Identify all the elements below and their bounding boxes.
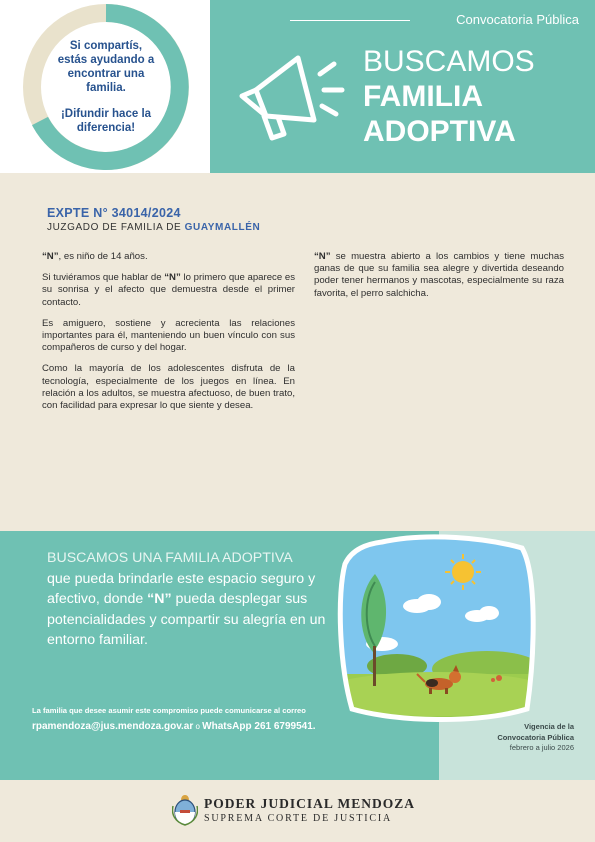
- cta-text-a: que pueda brindarle este espacio seguro y afectivo, donde: [47, 570, 316, 607]
- description-left-column: [42, 251, 295, 421]
- child-name: “N”: [147, 591, 172, 607]
- headline-line1: BUSCAMOS: [363, 45, 535, 78]
- share-message-line1: Si compartís, estás ayudando a encontrar una familia.: [57, 40, 155, 94]
- vigencia-line2-text: Convocatoria Pública: [497, 732, 574, 742]
- institution-subtitle: SUPREMA CORTE DE JUSTICIA: [204, 813, 393, 824]
- contact-or: o: [193, 722, 203, 731]
- child-name: “N”: [164, 272, 181, 284]
- cta-text-b: pueda desplegar sus potencialidades y compartir su alegría en un entorno familiar.: [47, 591, 326, 648]
- paragraph-1-text: , es niño de 14 años.: [58, 251, 148, 262]
- megaphone-icon: [234, 44, 354, 144]
- cta-caps: BUSCAMOS UNA FAMILIA ADOPTIVA: [47, 550, 293, 566]
- child-name: “N”: [314, 251, 331, 262]
- case-number: EXPTE N° 34014/2024: [47, 206, 181, 220]
- institution-title: PODER JUDICIAL MENDOZA: [204, 796, 416, 811]
- contact-line: [32, 721, 316, 732]
- paragraph-5: [314, 251, 564, 300]
- description-right-column: [314, 251, 564, 309]
- paragraph-5-text: se muestra abierto a los cambios y tiene muchas ganas de que su familia sea alegre y divertida deseando poder tener hermanos y mascotas, especialmente su raza favorita, el perro salchicha.: [314, 251, 564, 299]
- court-name: [47, 222, 260, 233]
- vigencia-line2: [466, 733, 574, 744]
- header-teal-panel: [210, 0, 595, 173]
- headline-line3: ADOPTIVA: [363, 115, 516, 148]
- coat-of-arms-icon: [172, 794, 198, 826]
- headline: [363, 44, 535, 149]
- share-message-line2: ¡Difundir hace la diferencia!: [60, 108, 152, 134]
- paragraph-2: [42, 272, 295, 309]
- court-place: GUAYMALLÉN: [184, 222, 261, 233]
- paragraph-4: Como la mayoría de los adolescentes disfruta de la tecnología, especialmente de los juegos en línea. En relación a los adultos, se muestra afectuoso, de buen trato, con facilidad para expresar lo que siente y desea.: [42, 363, 295, 412]
- contact-note: La familia que desee asumir este compromiso puede comunicarse al correo: [32, 706, 306, 715]
- call-to-action-text: [47, 548, 337, 651]
- paragraph-1: [42, 251, 295, 263]
- vigencia-line1-text: Vigencia de la: [524, 722, 574, 731]
- vigencia-line3: febrero a julio 2026: [509, 743, 574, 752]
- paragraph-3: Es amiguero, sostiene y acrecienta las relaciones importantes para él, manteniendo un buen vínculo con sus compañeros de curso y del hogar.: [42, 317, 295, 354]
- court-prefix: JUZGADO DE FAMILIA DE: [47, 222, 185, 233]
- vigencia-line1: [466, 722, 574, 733]
- headline-line2: FAMILIA: [363, 80, 483, 113]
- whatsapp-link[interactable]: WhatsApp 261 6799541.: [202, 721, 316, 732]
- vigencia-note: [466, 722, 574, 754]
- paragraph-2-text-b: lo primero que aparece es su sonrisa y el afecto que demuestra desde el primer contacto.: [42, 272, 295, 308]
- share-message: [56, 39, 156, 147]
- convocatoria-divider: [290, 20, 410, 21]
- paragraph-2-text-a: Si tuviéramos que hablar de: [42, 272, 165, 284]
- convocatoria-label: Convocatoria Pública: [456, 12, 579, 27]
- park-illustration: [337, 534, 537, 724]
- email-link[interactable]: rpamendoza@jus.mendoza.gov.ar: [32, 721, 194, 732]
- child-name: “N”: [42, 251, 59, 262]
